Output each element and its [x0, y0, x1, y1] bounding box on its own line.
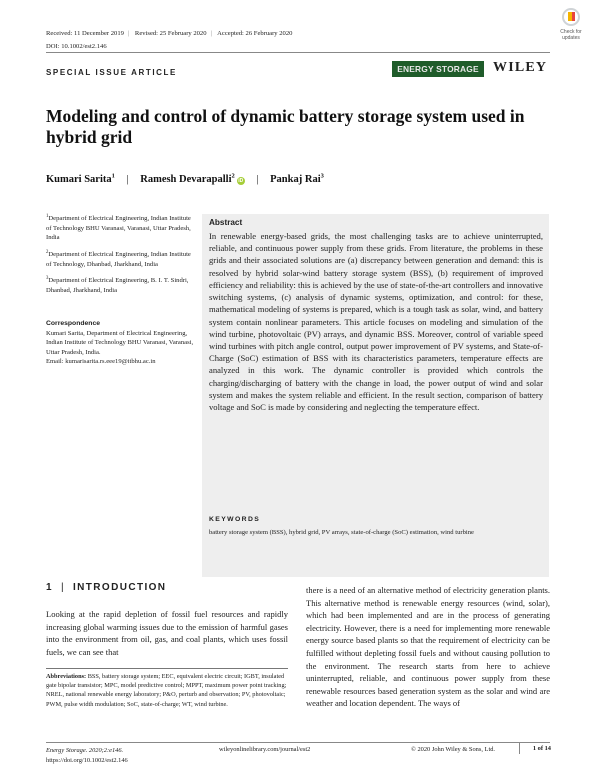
abbreviations-text: BSS, battery storage system; EEC, equivalent electric circuit; IGBT, insulated gate bipolar transistor; MPC, model predictive control; MPPT, maximum power point tracking; NREL, national renewable energy laboratory; P&O, perturb and observation; PV, photovoltaic; PWM, pulse width modulation; SoC, state-of-charge; WT, wind turbine.	[46, 673, 287, 708]
section-number: 1	[46, 582, 53, 593]
page-number: 1 of 14	[519, 742, 551, 754]
author-name[interactable]: Pankaj Rai	[270, 174, 321, 185]
keywords-text: battery storage system (BSS), hybrid grid, PV arrays, state-of-charge (SoC) estimation, wind turbine	[209, 529, 474, 536]
body-text-column-1: Looking at the rapid depletion of fossil fuel resources and rapidly increasing global warming issues due to the emission of harmful gases into the environment from oil, gas, and coal plants, which uses fossil fuels, we can see that	[46, 609, 288, 657]
crossmark-label-line1: Check for	[560, 29, 582, 35]
abstract-heading: Abstract	[209, 218, 243, 227]
doi-link[interactable]: https://doi.org/10.1002/est2.146	[46, 757, 128, 765]
author-sup: 2	[231, 172, 235, 180]
journal-logo: ENERGY STORAGE	[392, 61, 484, 77]
abbreviations-divider	[46, 668, 288, 669]
abstract-text: In renewable energy-based grids, the most challenging tasks are to achieve uninterrupted, reliable, and continuous power supply from these grids. From literature, the problems in these grids and their associated solutions are (a) discrepancy between generation and demand: this is resolved by hybrid solar-wind battery storage system (BSS), (b) requirement of improved efficiency and reliability: this is achieved by the use of state-of-the-art controllers and innovative switching systems, (c) analysis of dynamic systems, optimization, and control: for these, mathematical modeling of systems is prepared, which is a tough task as solar, wind, and battery system contain nonlinear parameters. This article focuses on modeling and simulation of the wind turbine, photovoltaic (PV) arrays, and dynamic BSS. Moreover, control of variable speed wind turbines with pitch angle control, output power improvement of PV systems, and State-of-Charge (SoC) estimation of BSS with its characteristics parameters, temperature effects are analyzed in this work. The dynamic controller is provided which controls the charging/discharging of battery with the change in load, the power output of wind and solar system and makes the system reliable and efficient. In the result section, comparison of battery voltage and SoC is made by considering and neglecting the temperature effect.	[209, 231, 543, 413]
affiliation-sup: 1	[46, 214, 49, 219]
correspondence-email[interactable]: Email: kumarisarita.rs.eee19@itbhu.ac.in	[46, 358, 156, 366]
affiliation	[46, 212, 196, 243]
author-list	[46, 174, 324, 185]
author-separator: |	[126, 174, 129, 185]
article-title: Modeling and control of dynamic battery storage system used in hybrid grid	[46, 106, 525, 147]
crossmark-icon[interactable]	[553, 8, 589, 44]
crossmark-label	[553, 29, 589, 41]
received-date: Received: 11 December 2019	[46, 30, 124, 37]
author-sup: 1	[111, 172, 115, 180]
correspondence-heading: Correspondence	[46, 320, 101, 327]
orcid-icon[interactable]: iD	[238, 178, 244, 184]
section-title: INTRODUCTION	[72, 582, 167, 593]
abbreviations-heading: Abbreviations:	[46, 673, 87, 680]
crossmark-label-line2: updates	[562, 35, 580, 41]
doi: DOI: 10.1002/est2.146	[46, 43, 107, 50]
section-separator: |	[60, 582, 65, 593]
journal-url[interactable]: wileyonlinelibrary.com/journal/est2	[219, 746, 311, 753]
affiliations	[46, 212, 196, 301]
author-sup: 3	[320, 172, 324, 180]
affiliation-text: Department of Electrical Engineering, Indian Institute of Technology, Dhanbad, Jharkhand, India	[46, 251, 191, 268]
keywords-heading: KEYWORDS	[209, 516, 261, 523]
publisher-logo: WILEY	[493, 60, 548, 75]
footer-divider	[46, 742, 550, 743]
affiliation	[46, 248, 196, 269]
affiliation-text: Department of Electrical Engineering, B. I. T. Sindri, Dhanbad, Jharkhand, India	[46, 277, 189, 295]
affiliation	[46, 274, 196, 295]
copyright: © 2020 John Wiley & Sons, Ltd.	[411, 746, 496, 753]
author-separator: |	[256, 174, 259, 185]
correspondence-text: Kumari Sarita, Department of Electrical Engineering, Indian Institute of Technology BHU Varanasi, Varanasi, Uttar Pradesh, India.	[46, 329, 194, 356]
footer-citation	[46, 746, 128, 766]
abbreviations	[46, 672, 288, 709]
citation-text: Energy Storage. 2020;2:e146.	[46, 747, 124, 754]
crossmark-flag-yellow	[568, 12, 572, 21]
introduction-heading	[46, 582, 166, 593]
body-text-column-2: there is a need of an alternative method of electricity generation plants. This alternative method is renewable energy resources (wind, solar), which had been implemented and are in the process of generating electricity. However, there is a need for implementing more renewable energy source based plants so that the requirement of electricity can be fulfilled without depleting fossil fuels and without causing pollution to the environment. The research starts from here to achieve uninterrupted, reliable, and continuous power supply from these renewable resources based generation system as the solar and wind are weather and location dependent. The ways of	[306, 585, 550, 709]
revised-date: Revised: 25 February 2020	[134, 30, 207, 37]
author-name[interactable]: Kumari Sarita	[46, 174, 112, 185]
correspondence	[46, 319, 196, 367]
affiliation-text: Department of Electrical Engineering, Indian Institute of Technology BHU Varanasi, Varanasi, Uttar Pradesh, India	[46, 215, 191, 242]
author-name[interactable]: Ramesh Devarapalli	[140, 174, 232, 185]
accepted-date: Accepted: 26 February 2020	[217, 30, 293, 37]
affiliation-sup: 2	[46, 249, 49, 255]
article-dates: Received: 11 December 2019 | Revised: 25 February 2020 | Accepted: 26 February 2020	[46, 30, 293, 37]
section-label: SPECIAL ISSUE ARTICLE	[46, 68, 177, 77]
affiliation-sup: 3	[46, 276, 49, 282]
header-divider	[46, 52, 550, 53]
